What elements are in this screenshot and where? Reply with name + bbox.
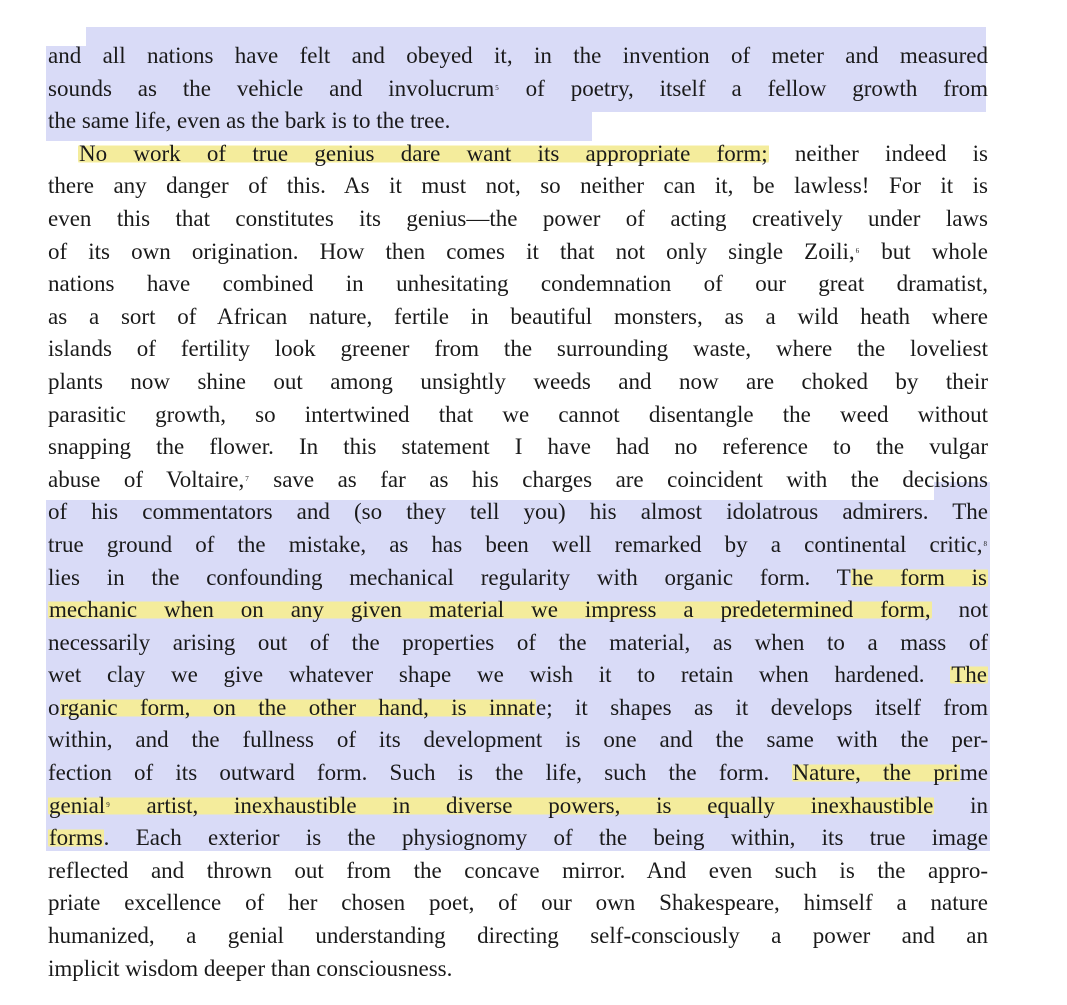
text-line: parasitic growth, so intertwined that we cannot disentangle the weed without	[48, 401, 988, 427]
footnote-marker[interactable]: 8	[983, 539, 987, 548]
text-line: fection of its outward form. Such is the life, such the form. Nature, the prime	[48, 760, 988, 786]
text-line: necessarily arising out of the properties of the material, as when to a mass of	[48, 629, 988, 655]
text-line: and all nations have felt and obeyed it, in the invention of meter and measured	[48, 43, 988, 68]
text-line: No work of true genius dare want its appropriate form; neither indeed is	[79, 140, 988, 166]
text-line: abuse of Voltaire,$^7$ save as far as his charges are coincident with the decisions	[48, 466, 988, 492]
yellow-highlight: The	[951, 662, 987, 688]
text-line: forms. Each exterior is the physiognomy of the being within, its true image	[49, 825, 988, 851]
text-line: humanized, a genial understanding directing self-consciously a power and an	[48, 923, 988, 949]
text-line: genial$^9$ artist, inexhaustible in diverse powers, is equally inexhaustible in	[49, 792, 988, 818]
yellow-highlight: he form is	[851, 564, 987, 590]
text-line: of his commentators and (so they tell you) his almost idolatrous admirers. The	[48, 499, 988, 525]
text-line: reflected and thrown out from the concave mirror. And even such is the appro-	[48, 857, 988, 883]
text-line: implicit wisdom deeper than consciousness.	[48, 955, 453, 981]
yellow-highlight: rganic form, on the other hand, is innat	[60, 694, 536, 720]
text-line: within, and the fullness of its development is one and the same with the per-	[48, 727, 988, 753]
text-line: there any danger of this. As it must not, so neither can it, be lawless! For it is	[48, 173, 988, 199]
text-line: islands of fertility look greener from the surrounding waste, where the loveliest	[48, 336, 988, 362]
text-line: mechanic when on any given material we impress a predetermined form, not	[49, 597, 989, 623]
text-line: wet clay we give whatever shape we wish it to retain when hardened. The	[48, 662, 987, 688]
text-line: snapping the flower. In this statement I have had no reference to the vulgar	[48, 434, 988, 460]
footnote-marker[interactable]: 9	[106, 800, 110, 809]
footnote-marker[interactable]: 6	[855, 246, 860, 255]
text-line: true ground of the mistake, as has been well remarked by a continental critic,$^8$	[48, 531, 987, 557]
yellow-highlight: genial$^9$ artist, inexhaustible in diverse powers, is equally inexhaustible	[49, 792, 934, 818]
yellow-highlight: mechanic when on any given material we impress a predetermined form,	[49, 597, 931, 623]
text-line: organic form, on the other hand, is innate; it shapes as it develops itself from	[48, 694, 988, 720]
yellow-highlight: forms	[49, 825, 103, 851]
footnote-marker[interactable]: 7	[245, 474, 249, 483]
document-text	[48, 40, 988, 985]
text-line: lies in the confounding mechanical regularity with organic form. The form is	[48, 564, 987, 590]
text-line: sounds as the vehicle and involucrum$^5$ of poetry, itself a fellow growth from	[48, 75, 988, 101]
text-line: nations have combined in unhesitating condemnation of our great dramatist,	[48, 271, 988, 297]
text-line: the same life, even as the bark is to the tree.	[48, 108, 451, 134]
text-line: of its own origination. How then comes it that not only single Zoili,$^6$ but whole	[48, 238, 988, 264]
yellow-highlight: No work of true genius dare want its appropriate form;	[79, 140, 768, 166]
yellow-highlight: Nature, the pri	[792, 760, 959, 786]
text-line: priate excellence of her chosen poet, of our own Shakespeare, himself a nature	[48, 890, 988, 916]
text-line: even this that constitutes its genius—the power of acting creatively under laws	[48, 205, 988, 231]
text-line: plants now shine out among unsightly weeds and now are choked by their	[48, 368, 988, 394]
text-line: as a sort of African nature, fertile in beautiful monsters, as a wild heath where	[48, 303, 988, 329]
footnote-marker[interactable]: 5	[495, 83, 499, 92]
